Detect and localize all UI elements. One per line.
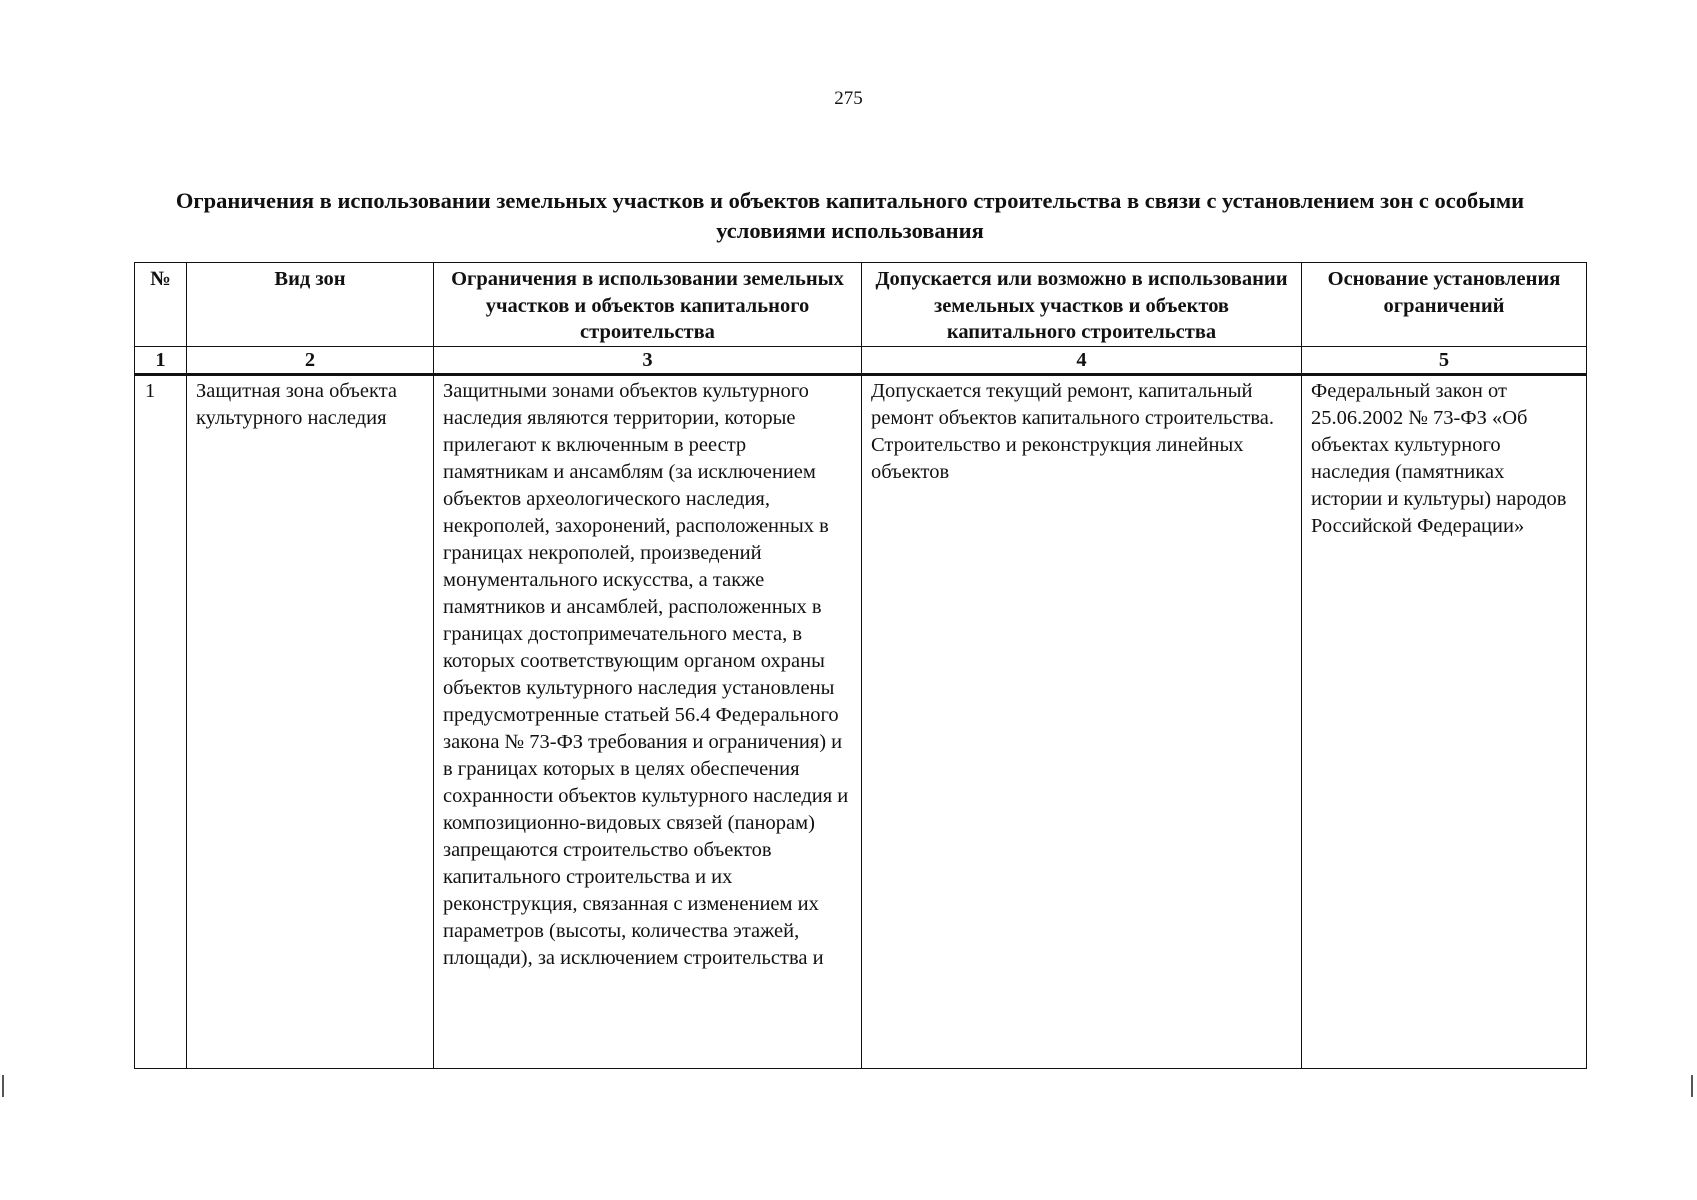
column-number: 4 (862, 347, 1302, 375)
page-number: 275 (834, 88, 863, 109)
table-header-row (135, 263, 1587, 347)
column-number: 2 (187, 347, 434, 375)
left-margin-mark (2, 1075, 4, 1097)
column-number: 1 (135, 347, 187, 375)
restrictions-cell: Защитными зонами объектов культурного наследия являются территории, которые прилегают к включенным в реестр памятникам и ансамблям (за исключением объектов археологического наследия, некрополей, захоронений, расположенных в границах некрополей, произведений монументального искусства, а также памятников и ансамблей, расположенных в границах достопримечательного места, в которых соответствующим органом охраны объектов культурного наследия установлены предусмотренные статьей 56.4 Федерального закона № 73-ФЗ требования и ограничения) и в границах которых в целях обеспечения сохранности объектов культурного наследия и композиционно-видовых связей (панорам) запрещаются строительство объектов капитального строительства и их реконструкция, связанная с изменением их параметров (высоты, количества этажей, площади), за исключением строительства и (434, 375, 862, 1069)
restrictions-table (134, 262, 1587, 1069)
column-number: 5 (1302, 347, 1587, 375)
header-restrictions: Ограничения в использовании земельных участков и объектов капитального строительства (434, 263, 862, 347)
right-margin-mark (1691, 1075, 1693, 1097)
zone-type-cell: Защитная зона объекта культурного наследия (187, 375, 434, 1069)
header-number: № (135, 263, 187, 347)
header-basis: Основание установления ограничений (1302, 263, 1587, 347)
header-permitted: Допускается или возможно в использовании земельных участков и объектов капитального строительства (862, 263, 1302, 347)
basis-cell: Федеральный закон от 25.06.2002 № 73-ФЗ «Об объектах культурного наследия (памятниках истории и культуры) народов Российской Федерации» (1302, 375, 1587, 1069)
column-number: 3 (434, 347, 862, 375)
document-title: Ограничения в использовании земельных участков и объектов капитального строительства в связи с установлением зон с особыми условиями использования (175, 188, 1525, 243)
row-number-cell: 1 (135, 375, 187, 1069)
permitted-cell: Допускается текущий ремонт, капитальный ремонт объектов капитального строительства. Строительство и реконструкция линейных объектов (862, 375, 1302, 1069)
header-zone-type: Вид зон (187, 263, 434, 347)
column-number-row (135, 347, 1587, 375)
table-row (135, 375, 1587, 1069)
